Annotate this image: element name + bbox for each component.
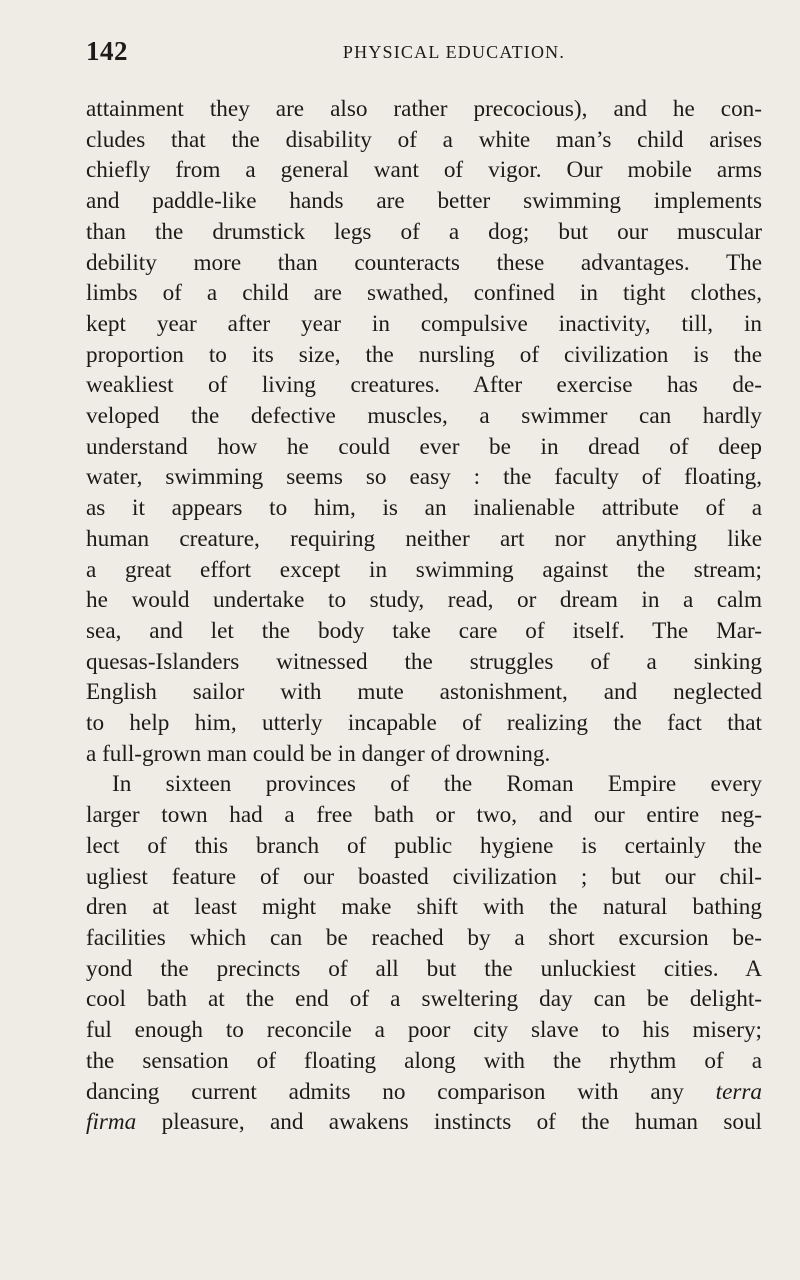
text-line: English sailor with mute astonishment, and neglected [86,679,762,706]
text-line: cludes that the disability of a white man’s child arises [86,126,762,153]
text-line-with-italic [86,1107,762,1138]
text-line: proportion to its size, the nursling of civilization is the [86,341,762,368]
text-line: a great effort except in swimming against the stream; [86,556,762,583]
text-line: dren at least might make shift with the natural bathing [86,894,762,921]
text-line: human creature, requiring neither art nor anything like [86,525,762,552]
text-line: quesas-Islanders witnessed the struggles of a sinking [86,648,762,675]
text-line-with-italic [86,1077,762,1108]
italic-word: firma [86,1109,137,1136]
text-line: than the drumstick legs of a dog; but our muscular [86,218,762,245]
text-line: ugliest feature of our boasted civilization ; but our chil- [86,863,762,890]
text-line: attainment they are also rather precocious), and he con- [86,96,762,122]
page-number: 142 [86,36,128,66]
text-line: lect of this branch of public hygiene is certainly the [86,832,762,859]
text-line: he would undertake to study, read, or dream in a calm [86,587,762,614]
text-line: cool bath at the end of a sweltering day can be delight- [86,986,762,1013]
text-line: as it appears to him, is an inalienable attribute of a [86,495,762,522]
running-head [86,34,762,78]
text-line: a full-grown man could be in danger of drowning. [86,740,551,767]
text-line: and paddle-like hands are better swimming implements [86,188,762,215]
text-segment: pleasure, and awakens instincts of the human soul [161,1109,763,1136]
text-line: weakliest of living creatures. After exercise has de- [86,372,762,399]
text-line: water, swimming seems so easy : the faculty of floating, [86,464,762,491]
text-line: yond the precincts of all but the unluckiest cities. A [86,955,762,982]
text-line: veloped the defective muscles, a swimmer can hardly [86,403,762,430]
text-line: In sixteen provinces of the Roman Empire every [112,771,762,798]
text-line: facilities which can be reached by a short excursion be- [86,924,762,951]
italic-word: terra [715,1078,762,1105]
running-title: PHYSICAL EDUCATION. [342,42,566,62]
text-line: sea, and let the body take care of itself. The Mar- [86,617,762,644]
paragraph-1 [86,94,762,769]
text-line: kept year after year in compulsive inactivity, till, in [86,310,762,337]
text-line: limbs of a child are swathed, confined in tight clothes, [86,280,762,307]
text-line: chiefly from a general want of vigor. Our mobile arms [86,157,762,184]
text-line: understand how he could ever be in dread of deep [86,433,762,460]
text-line: ful enough to reconcile a poor city slave to his misery; [86,1017,762,1044]
text-line: debility more than counteracts these advantages. The [86,249,762,276]
paragraph-2 [86,769,762,1137]
text-line: to help him, utterly incapable of realizing the fact that [86,710,762,737]
text-line: larger town had a free bath or two, and our entire neg- [86,802,762,829]
text-segment: dancing current admits no comparison with any [86,1078,684,1105]
text-line: the sensation of floating along with the rhythm of a [86,1047,762,1074]
